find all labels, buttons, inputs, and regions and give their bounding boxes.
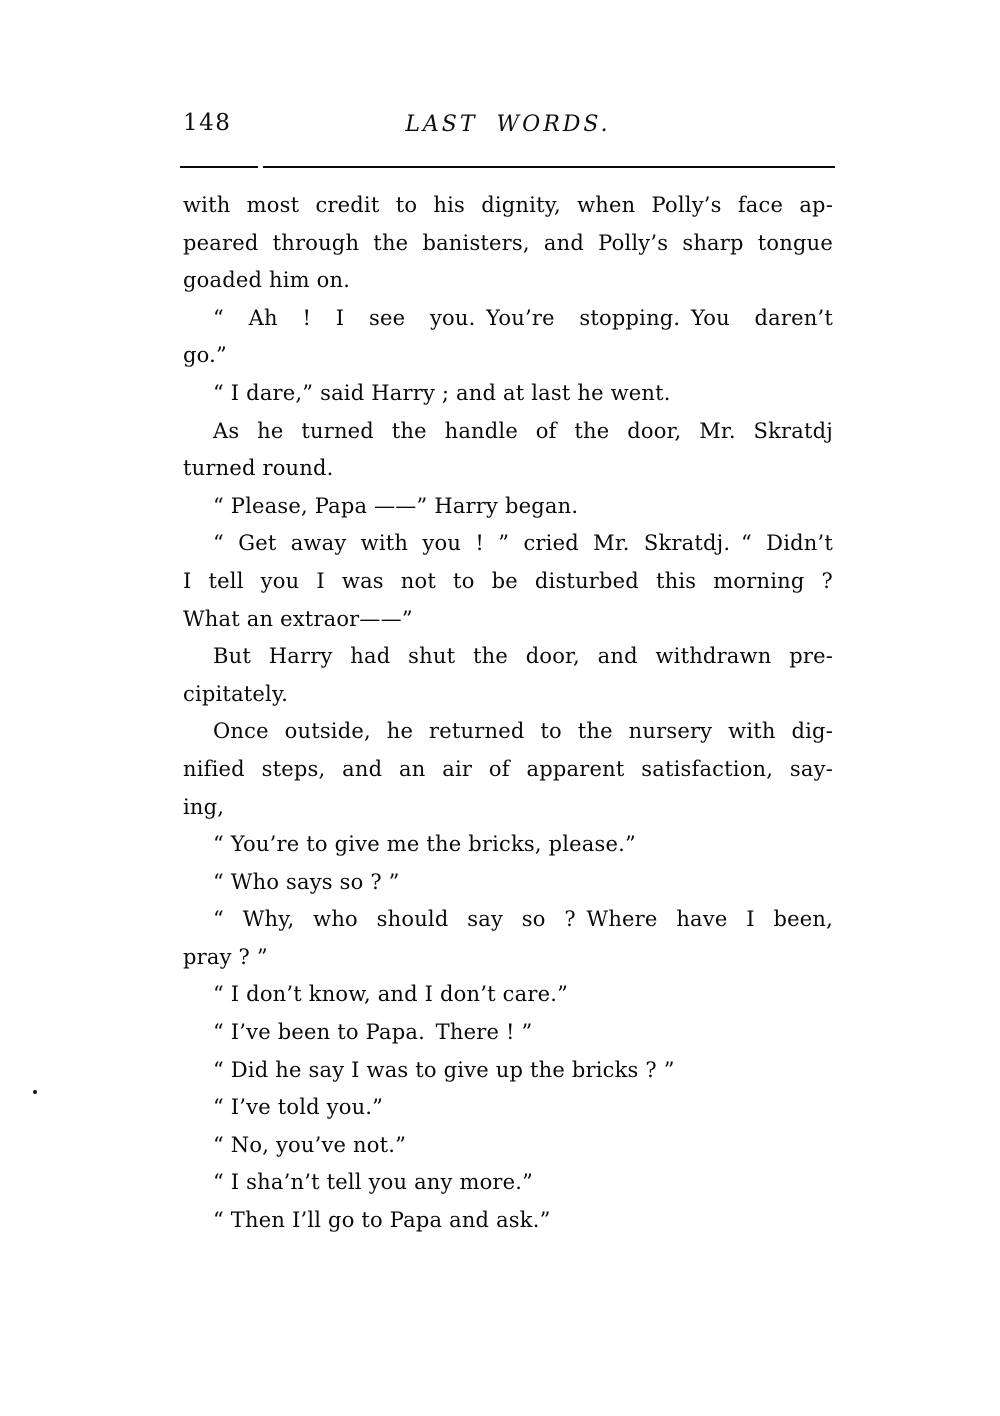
- text-line: I tell you I was not to be disturbed this morning ?: [183, 568, 833, 593]
- text-line: “ Did he say I was to give up the bricks ? ”: [213, 1057, 675, 1082]
- text-line: goaded him on.: [183, 268, 351, 293]
- text-line: “ I’ve told you.”: [213, 1095, 384, 1120]
- text-line: go.”: [183, 343, 227, 368]
- header-rule: [180, 166, 835, 168]
- text-line: “ Please, Papa ——” Harry began.: [213, 493, 579, 518]
- text-line: ing,: [183, 794, 225, 819]
- text-line: turned round.: [183, 456, 334, 481]
- text-line: “ You’re to give me the bricks, please.”: [213, 832, 636, 857]
- body-text: [183, 187, 833, 1240]
- text-line: But Harry had shut the door, and withdrawn pre-: [213, 644, 833, 669]
- ink-speck: [33, 1090, 37, 1094]
- text-line: cipitately.: [183, 681, 289, 706]
- text-line: “ I sha’n’t tell you any more.”: [213, 1170, 534, 1195]
- page-number: 148: [183, 110, 232, 136]
- text-line: “ Why, who should say so ? Where have I been,: [213, 907, 833, 932]
- running-header-title: LAST WORDS.: [405, 112, 611, 137]
- text-line: nified steps, and an air of apparent satisfaction, say-: [183, 756, 833, 781]
- text-line: “ I don’t know, and I don’t care.”: [213, 982, 569, 1007]
- text-line: pray ? ”: [183, 944, 268, 969]
- text-line: peared through the banisters, and Polly’s sharp tongue: [183, 230, 833, 255]
- text-line: with most credit to his dignity, when Polly’s face ap-: [183, 193, 833, 217]
- text-line: “ No, you’ve not.”: [213, 1132, 407, 1157]
- text-line: “ I dare,” said Harry ; and at last he went.: [213, 380, 671, 405]
- text-line: “ Ah ! I see you. You’re stopping. You daren’t: [213, 305, 833, 330]
- text-line: “ Who says so ? ”: [213, 869, 400, 894]
- text-line: What an extraor——”: [183, 606, 413, 631]
- text-line: “ Get away with you ! ” cried Mr. Skratdj. “ Didn’t: [213, 531, 833, 556]
- text-line: Once outside, he returned to the nursery with dig-: [213, 719, 833, 744]
- text-line: “ I’ve been to Papa. There ! ”: [213, 1020, 533, 1045]
- text-line: “ Then I’ll go to Papa and ask.”: [213, 1208, 551, 1233]
- text-line: As he turned the handle of the door, Mr. Skratdj: [213, 418, 833, 443]
